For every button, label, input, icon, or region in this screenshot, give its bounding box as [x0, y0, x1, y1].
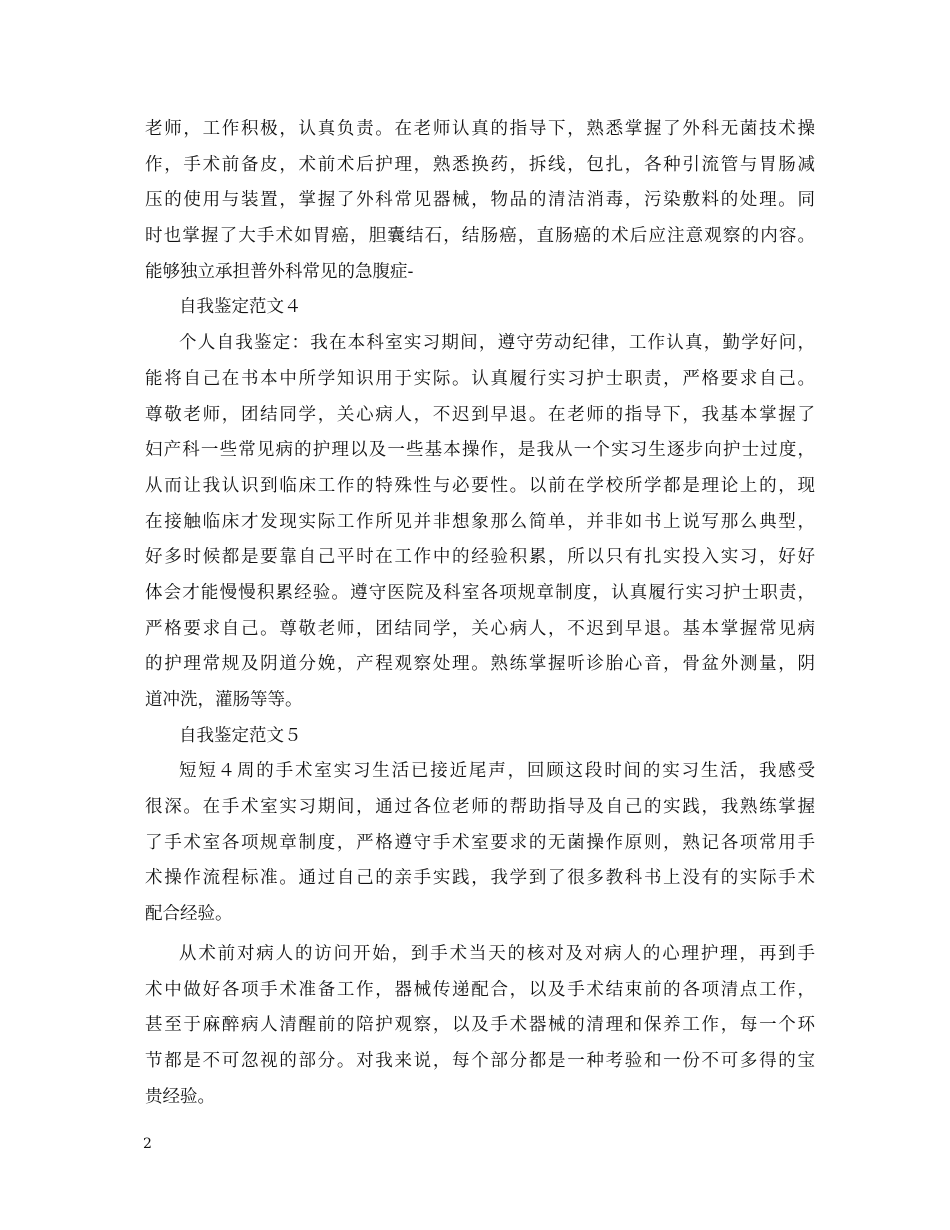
text-line: 术操作流程标准。通过自己的亲手实践，我学到了很多教科书上没有的实际手术 — [145, 868, 815, 889]
text-line: 尊敬老师，团结同学，关心病人，不迟到早退。在老师的指导下，我基本掌握了 — [145, 404, 815, 425]
document-body — [145, 112, 815, 1115]
text-line: 在接触临床才发现实际工作所见并非想象那么简单，并非如书上说写那么典型， — [145, 511, 815, 532]
text-line: 压的使用与装置，掌握了外科常见器械，物品的清洁消毒，污染敷料的处理。同 — [145, 190, 815, 211]
text-line: 很深。在手术室实习期间，通过各位老师的帮助指导及自己的实践，我熟练掌握 — [145, 797, 815, 818]
text-line: 配合经验。 — [145, 904, 233, 925]
text-line: 术中做好各项手术准备工作，器械传递配合，以及手术结束前的各项清点工作， — [145, 979, 815, 1000]
text-line: 贵经验。 — [145, 1086, 215, 1107]
text-line: 能够独立承担普外科常见的急腹症- — [145, 261, 414, 282]
heading-text: 自我鉴定范文５ — [179, 725, 302, 746]
text-line: 好多时候都是要靠自己平时在工作中的经验积累，所以只有扎实投入实习，好好 — [145, 547, 815, 568]
paragraph — [145, 937, 815, 1115]
text-line: 妇产科一些常见病的护理以及一些基本操作，是我从一个实习生逐步向护士过度， — [145, 440, 815, 461]
text-line: 老师，工作积极，认真负责。在老师认真的指导下，熟悉掌握了外科无菌技术操 — [145, 119, 815, 139]
text-line: 短短４周的手术室实习生活已接近尾声，回顾这段时间的实习生活，我感受 — [179, 761, 815, 782]
page-number: 2 — [143, 1136, 152, 1152]
section-heading — [145, 719, 815, 755]
section-heading — [145, 290, 815, 326]
text-line: 时也掌握了大手术如胃癌，胆囊结石，结肠癌，直肠癌的术后应注意观察的内容。 — [145, 226, 815, 247]
text-line: 从而让我认识到临床工作的特殊性与必要性。以前在学校所学都是理论上的，现 — [145, 475, 815, 496]
heading-text: 自我鉴定范文４ — [179, 297, 302, 318]
text-line: 的护理常规及阴道分娩，产程观察处理。熟练掌握听诊胎心音，骨盆外测量，阴 — [145, 654, 815, 675]
paragraph — [145, 326, 815, 719]
text-line: 作，手术前备皮，术前术后护理，熟悉换药，拆线，包扎，各种引流管与胃肠减 — [145, 154, 815, 175]
paragraph — [145, 112, 815, 290]
text-line: 严格要求自己。尊敬老师，团结同学，关心病人，不迟到早退。基本掌握常见病 — [145, 618, 815, 639]
text-line: 从术前对病人的访问开始，到手术当天的核对及对病人的心理护理，再到手 — [179, 943, 815, 964]
text-line: 体会才能慢慢积累经验。遵守医院及科室各项规章制度，认真履行实习护士职责， — [145, 582, 815, 603]
text-line: 道冲洗，灌肠等等。 — [145, 690, 303, 710]
text-line: 能将自己在书本中所学知识用于实际。认真履行实习护士职责，严格要求自己。 — [145, 368, 815, 389]
text-line: 甚至于麻醉病人清醒前的陪护观察，以及手术器械的清理和保养工作，每一个环 — [145, 1015, 815, 1036]
text-line: 个人自我鉴定：我在本科室实习期间，遵守劳动纪律，工作认真，勤学好问， — [179, 333, 815, 354]
text-line: 了手术室各项规章制度，严格遵守手术室要求的无菌操作原则，熟记各项常用手 — [145, 832, 815, 853]
paragraph — [145, 754, 815, 932]
text-line: 节都是不可忽视的部分。对我来说，每个部分都是一种考验和一份不可多得的宝 — [145, 1050, 815, 1071]
